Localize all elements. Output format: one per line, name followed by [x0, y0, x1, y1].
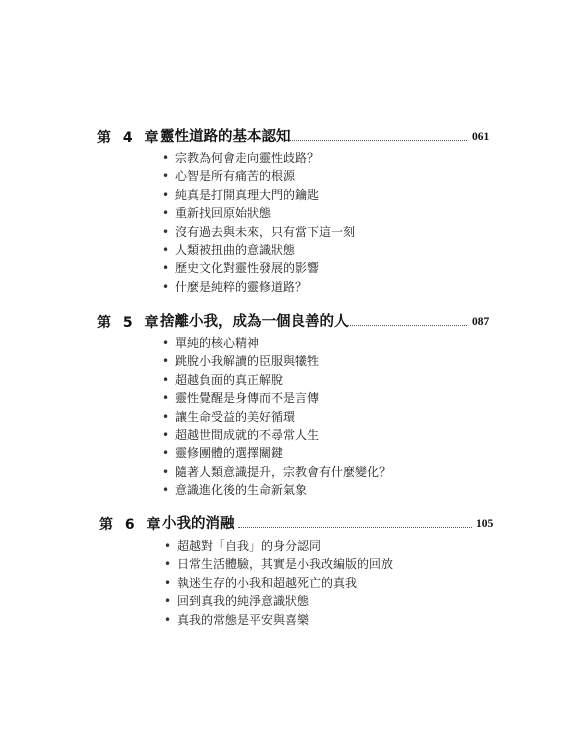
- list-item-text: 人類被扭曲的意識狀態: [175, 242, 296, 257]
- list-item: [162, 204, 355, 222]
- bullet-icon: •: [162, 483, 170, 498]
- chapter-page-number: 105: [476, 518, 494, 530]
- bullet-icon: •: [162, 242, 170, 257]
- list-item-text: 什麼是純粹的靈修道路？: [175, 279, 308, 294]
- list-item-text: 單純的核心精神: [175, 336, 260, 350]
- list-item: [162, 241, 355, 259]
- bullet-icon: •: [162, 261, 170, 276]
- list-item: [164, 555, 393, 573]
- bullet-icon: •: [162, 206, 170, 221]
- list-item-text: 真我的常態是平安與喜樂: [177, 612, 310, 627]
- list-item: [162, 278, 355, 296]
- list-item: [162, 444, 391, 462]
- chapter-title: 小我的消融: [162, 516, 235, 532]
- bullet-icon: •: [162, 187, 170, 202]
- dot-leader: [289, 140, 467, 141]
- dot-leader: [238, 527, 472, 528]
- list-item: [164, 537, 393, 555]
- list-item: [162, 426, 391, 444]
- list-item-text: 宗教為何會走向靈性歧路？: [175, 151, 320, 165]
- chapter-page-number: 087: [472, 316, 490, 328]
- list-item: [162, 149, 355, 167]
- bullet-icon: •: [164, 612, 172, 627]
- list-item: [162, 463, 391, 481]
- dot-leader: [347, 325, 467, 326]
- list-item: [162, 371, 391, 389]
- bullet-icon: •: [162, 354, 170, 369]
- bullet-icon: •: [162, 446, 170, 461]
- chapter-label: 第 5 章: [97, 315, 160, 331]
- list-item-text: 超越對「自我」的身分認同: [177, 539, 322, 553]
- chapter-title: 靈性道路的基本認知: [160, 129, 291, 145]
- list-item-text: 執迷生存的小我和超越死亡的真我: [177, 575, 358, 590]
- bullet-icon: •: [162, 336, 170, 350]
- list-item: [162, 186, 355, 204]
- chapter-title: 捨離小我，成為一個良善的人: [160, 314, 349, 330]
- list-item: [164, 592, 393, 610]
- list-item-text: 日常生活體驗，其實是小我改編版的回放: [177, 557, 394, 572]
- list-item-text: 跳脫小我解讀的臣服與犧牲: [175, 354, 320, 369]
- list-item-text: 重新找回原始狀態: [175, 206, 272, 221]
- list-item-text: 歷史文化對靈性發展的影響: [175, 261, 320, 276]
- bullet-icon: •: [162, 409, 170, 424]
- bullet-icon: •: [162, 464, 170, 479]
- section-list: [164, 537, 393, 629]
- list-item-text: 隨著人類意識提升，宗教會有什麼變化？: [175, 464, 392, 479]
- list-item: [162, 223, 355, 241]
- bullet-icon: •: [164, 575, 172, 590]
- list-item-text: 回到真我的純淨意識狀態: [177, 594, 310, 609]
- bullet-icon: •: [164, 539, 172, 553]
- chapter-page-number: 061: [472, 131, 490, 143]
- bullet-icon: •: [162, 372, 170, 387]
- chapter-heading: [99, 514, 162, 534]
- section-list: [162, 334, 391, 500]
- list-item: [164, 574, 393, 592]
- list-item-text: 讓生命受益的美好循環: [175, 409, 296, 424]
- list-item-text: 沒有過去與未來，只有當下這一刻: [175, 224, 356, 239]
- bullet-icon: •: [164, 594, 172, 609]
- bullet-icon: •: [162, 427, 170, 442]
- list-item: [162, 481, 391, 499]
- chapter-label: 第 6 章: [99, 517, 162, 533]
- list-item: [162, 259, 355, 277]
- list-item: [162, 334, 391, 352]
- bullet-icon: •: [162, 151, 170, 165]
- list-item-text: 心智是所有痛苦的根源: [175, 169, 296, 184]
- section-list: [162, 149, 355, 296]
- list-item: [162, 167, 355, 185]
- chapter-label: 第 4 章: [97, 130, 160, 146]
- list-item-text: 超越世間成就的不尋常人生: [175, 427, 320, 442]
- list-item: [162, 352, 391, 370]
- list-item-text: 靈性覺醒是身傳而不是言傳: [175, 391, 320, 406]
- list-item-text: 意識進化後的生命新氣象: [175, 483, 308, 498]
- list-item-text: 靈修團體的選擇關鍵: [175, 446, 284, 461]
- bullet-icon: •: [164, 557, 172, 572]
- list-item-text: 純真是打開真理大門的鑰匙: [175, 187, 320, 202]
- list-item: [162, 408, 391, 426]
- list-item: [162, 389, 391, 407]
- bullet-icon: •: [162, 391, 170, 406]
- chapter-heading: [97, 312, 160, 332]
- bullet-icon: •: [162, 224, 170, 239]
- chapter-heading: [97, 127, 160, 147]
- list-item: [164, 611, 393, 629]
- list-item-text: 超越負面的真正解脫: [175, 372, 284, 387]
- bullet-icon: •: [162, 279, 170, 294]
- bullet-icon: •: [162, 169, 170, 184]
